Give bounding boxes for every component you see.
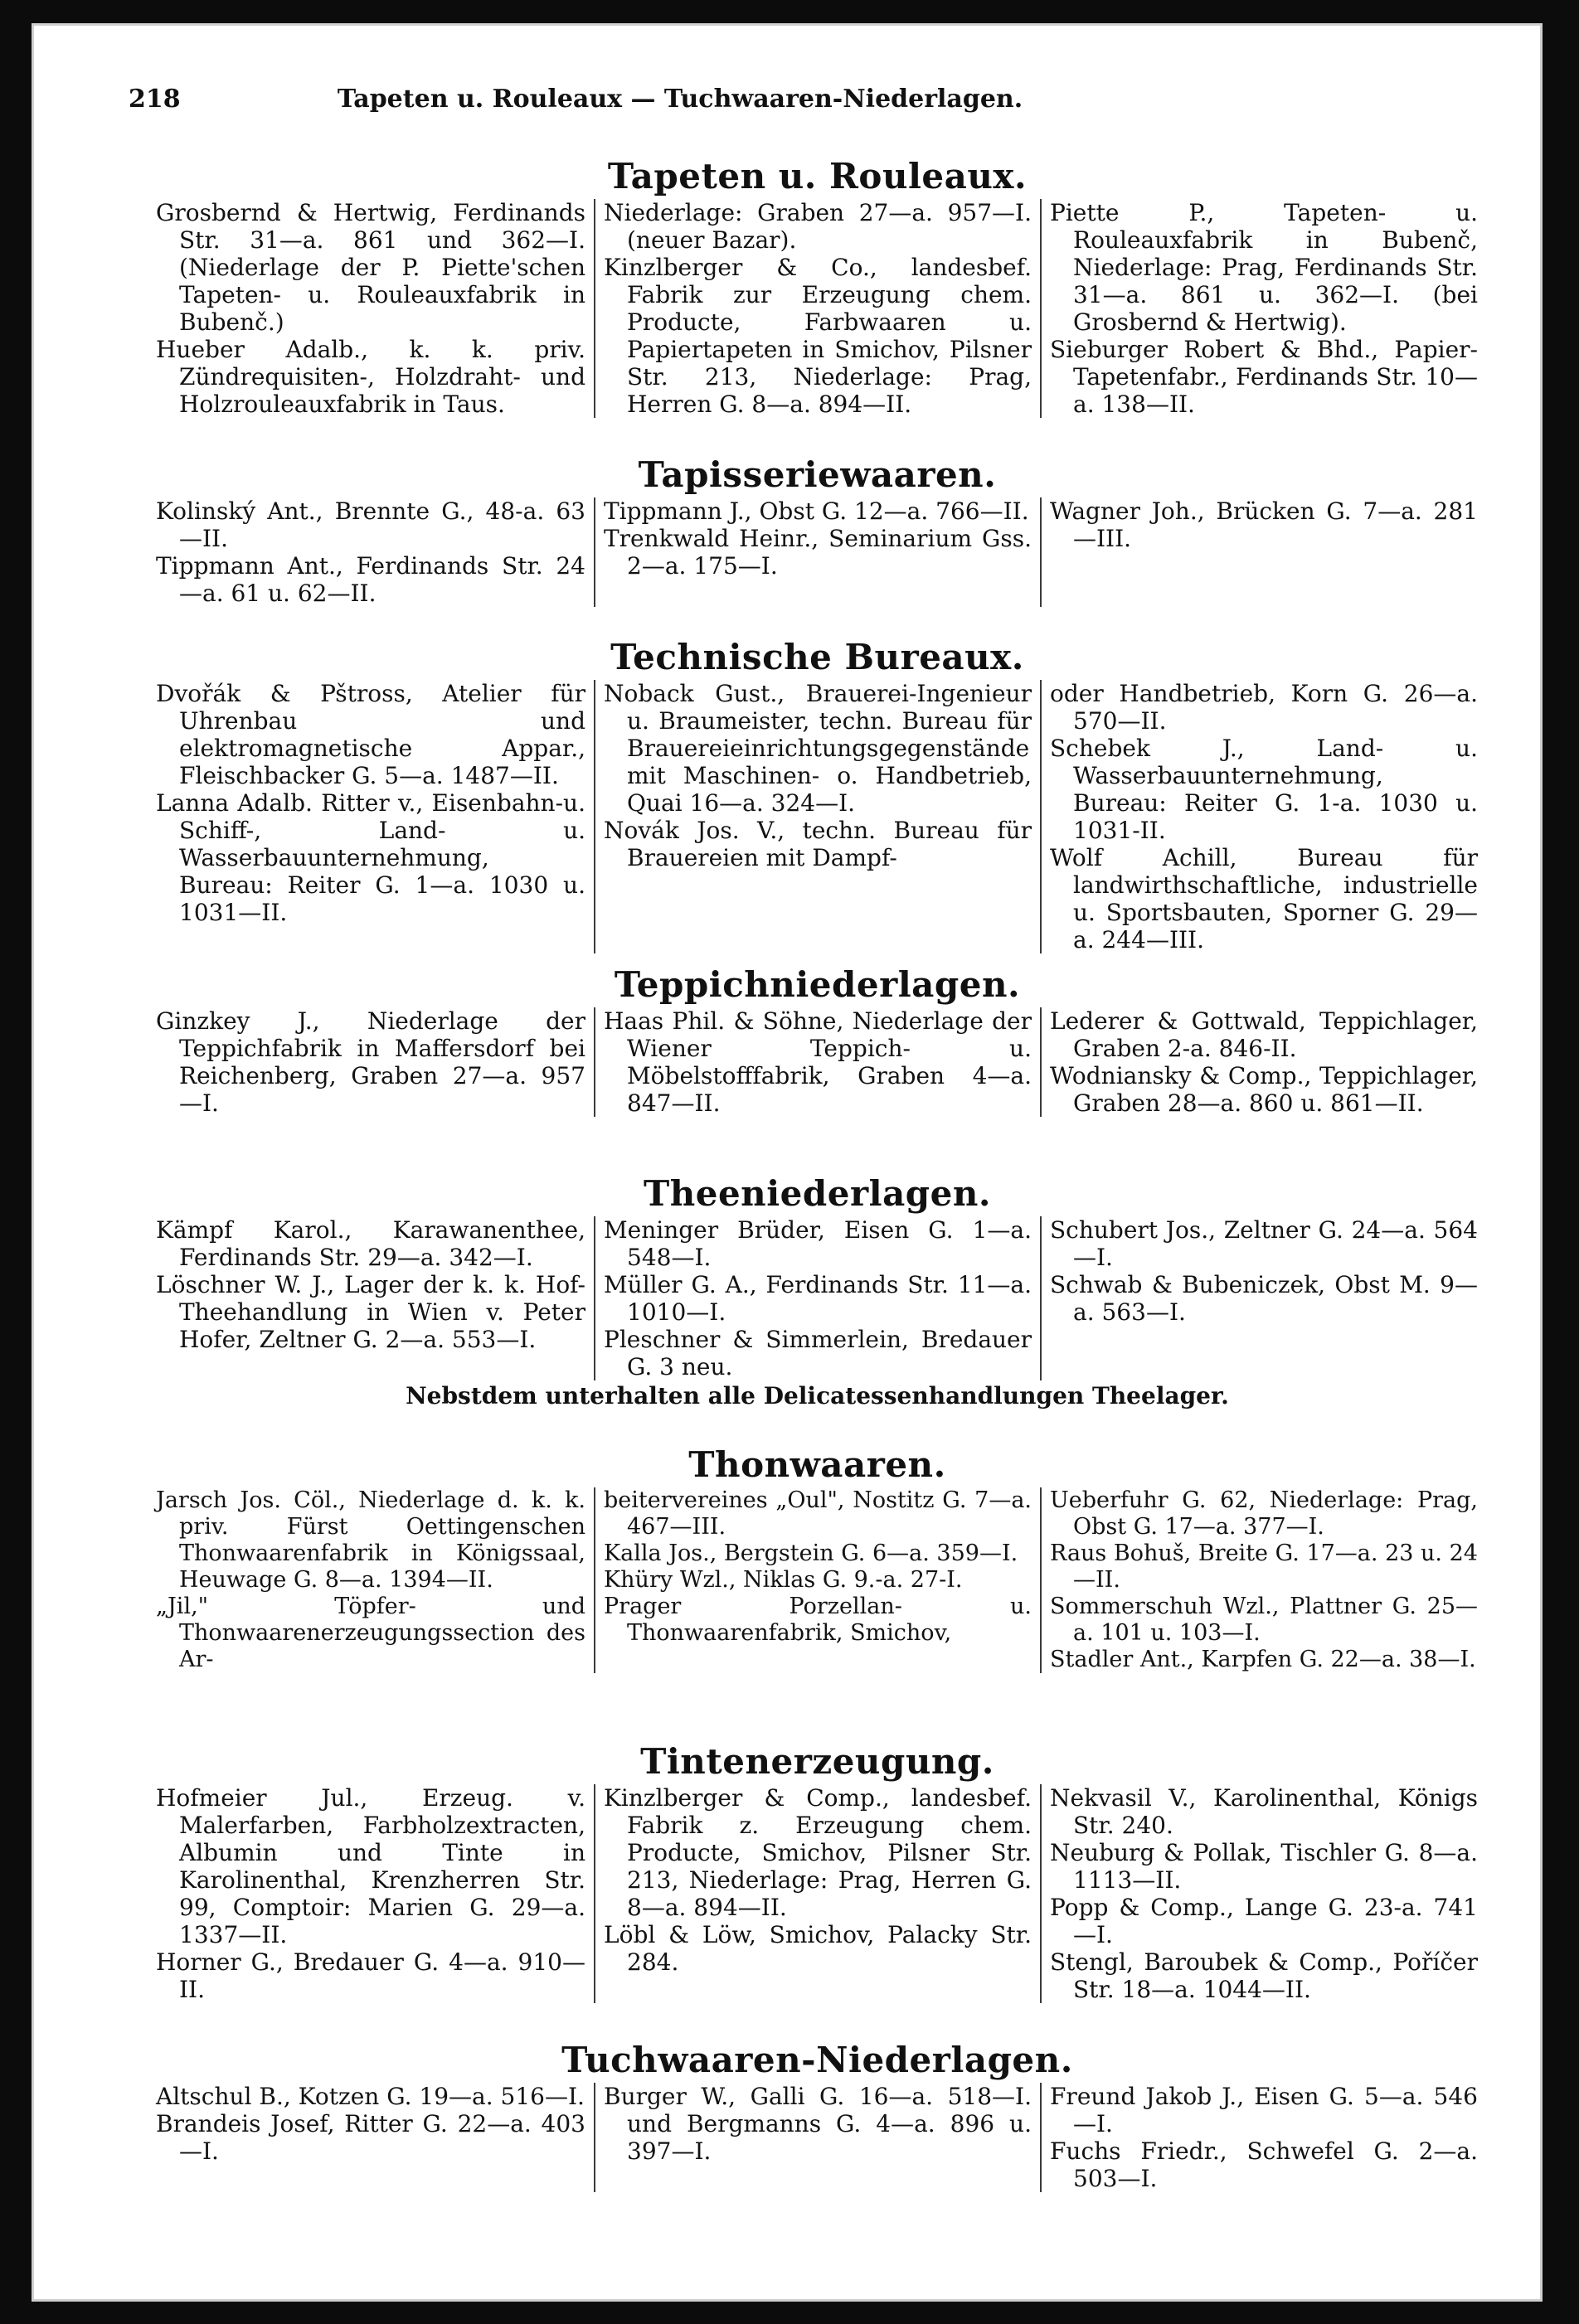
running-title: Tapeten u. Rouleaux — Tuchwaaren-Niederlagen. — [337, 85, 1023, 114]
column-3 — [1040, 1216, 1486, 1380]
directory-entry: Müller G. A., Ferdinands Str. 11—a. 1010—I. — [604, 1271, 1032, 1326]
directory-entry: Tippmann Ant., Ferdinands Str. 24—a. 61 u. 62—II. — [156, 552, 585, 607]
entry-columns — [148, 199, 1487, 418]
directory-entry: Wodniansky & Comp., Teppichlager, Graben 28—a. 860 u. 861—II. — [1050, 1062, 1478, 1117]
entry-columns — [148, 680, 1487, 953]
directory-entry: Freund Jakob J., Eisen G. 5—a. 546—I. — [1050, 2083, 1478, 2137]
directory-entry: Kolinský Ant., Brennte G., 48-a. 63—II. — [156, 497, 585, 552]
directory-entry: Sommerschuh Wzl., Plattner G. 25—a. 101 u. 103—I. — [1050, 1594, 1478, 1646]
section-theeniederlagen — [148, 1173, 1487, 1422]
directory-entry: Fuchs Friedr., Schwefel G. 2—a. 503—I. — [1050, 2137, 1478, 2192]
directory-entry: Stengl, Baroubek & Comp., Poříčer Str. 18—a. 1044—II. — [1050, 1948, 1478, 2003]
page-header — [129, 85, 1232, 124]
directory-entry: Altschul B., Kotzen G. 19—a. 516—I. — [156, 2083, 585, 2110]
directory-entry: Tippmann J., Obst G. 12—a. 766—II. — [604, 497, 1029, 525]
directory-entry: „Jil," Töpfer- und Thonwaarenerzeugungssection des Ar- — [156, 1594, 585, 1672]
directory-entry: Hueber Adalb., k. k. priv. Zündrequisiten-, Holzdraht- und Holzrouleauxfabrik in Taus. — [156, 336, 585, 418]
directory-entry: Kinzlberger & Comp., landesbef. Fabrik z. Erzeugung chem. Producte, Smichov, Pilsner Str. 213, Niederlage: Prag, Herren G. 8—a. 894—II. — [604, 1784, 1032, 1921]
entry-columns — [148, 1487, 1487, 1673]
column-2 — [594, 199, 1040, 418]
entry-columns — [148, 1216, 1487, 1380]
section-note: Nebstdem unterhalten alle Delicatessenhandlungen Theelager. — [406, 1382, 1229, 1409]
column-3 — [1040, 1784, 1486, 2003]
column-1 — [148, 199, 594, 418]
column-3 — [1040, 680, 1486, 953]
directory-entry: Piette P., Tapeten- u. Rouleauxfabrik in Bubenč, Niederlage: Prag, Ferdinands Str. 31—a. 861 u. 362—I. (bei Grosbernd & Hertwig). — [1050, 199, 1478, 336]
directory-entry: Prager Porzellan- u. Thonwaarenfabrik, Smichov, — [604, 1594, 1032, 1646]
directory-entry: Haas Phil. & Söhne, Niederlage der Wiener Teppich- u. Möbelstofffabrik, Graben 4—a. 847—II. — [604, 1007, 1032, 1117]
section-tintenerzeugung — [148, 1741, 1487, 2006]
column-2 — [594, 1007, 1040, 1117]
column-3 — [1040, 2083, 1486, 2192]
directory-entry: Kämpf Karol., Karawanenthee, Ferdinands Str. 29—a. 342—I. — [156, 1216, 585, 1271]
section-title: Tapeten u. Rouleaux. — [607, 156, 1028, 196]
section-thonwaaren — [148, 1444, 1487, 1701]
directory-entry: Pleschner & Simmerlein, Bredauer G. 3 neu. — [604, 1326, 1032, 1380]
column-3 — [1040, 1007, 1486, 1117]
directory-entry: Lederer & Gottwald, Teppichlager, Graben 2-a. 846-II. — [1050, 1007, 1478, 1062]
column-2 — [594, 497, 1040, 607]
directory-entry: Neuburg & Pollak, Tischler G. 8—a. 1113—II. — [1050, 1839, 1478, 1894]
section-technische-bureaux — [148, 637, 1487, 960]
directory-entry: Sieburger Robert & Bhd., Papier-Tapetenfabr., Ferdinands Str. 10—a. 138—II. — [1050, 336, 1478, 418]
directory-entry: Schwab & Bubeniczek, Obst M. 9—a. 563—I. — [1050, 1271, 1478, 1326]
column-2 — [594, 1784, 1040, 2003]
directory-entry: beitervereines „Oul", Nostitz G. 7—a. 467—III. — [604, 1487, 1032, 1540]
column-1 — [148, 2083, 594, 2192]
page-number: 218 — [129, 85, 181, 114]
column-1 — [148, 1784, 594, 2003]
directory-entry: Meninger Brüder, Eisen G. 1—a. 548—I. — [604, 1216, 1032, 1271]
column-3 — [1040, 1487, 1486, 1673]
directory-entry: Löschner W. J., Lager der k. k. Hof-Theehandlung in Wien v. Peter Hofer, Zeltner G. 2—a. 553—I. — [156, 1271, 585, 1353]
directory-entry: Brandeis Josef, Ritter G. 22—a. 403—I. — [156, 2110, 585, 2165]
section-title: Tuchwaaren-Niederlagen. — [561, 2040, 1073, 2080]
directory-entry: Kinzlberger & Co., landesbef. Fabrik zur Erzeugung chem. Producte, Farbwaaren u. Papiertapeten in Smichov, Pilsner Str. 213, Niederlage: Prag, Herren G. 8—a. 894—II. — [604, 254, 1032, 418]
directory-entry: Schebek J., Land- u. Wasserbauunternehmung, Bureau: Reiter G. 1-a. 1030 u. 1031-II. — [1050, 735, 1478, 844]
column-1 — [148, 1007, 594, 1117]
directory-entry: Grosbernd & Hertwig, Ferdinands Str. 31—a. 861 und 362—I. (Niederlage der P. Piette'schen Tapeten- u. Rouleauxfabrik in Bubenč.) — [156, 199, 585, 336]
directory-entry: Löbl & Löw, Smichov, Palacky Str. 284. — [604, 1921, 1032, 1976]
column-2 — [594, 1216, 1040, 1380]
column-3 — [1040, 199, 1486, 418]
column-1 — [148, 497, 594, 607]
directory-entry: oder Handbetrieb, Korn G. 26—a. 570—II. — [1050, 680, 1478, 735]
directory-entry: Noback Gust., Brauerei-Ingenieur u. Braumeister, techn. Bureau für Brauereieinrichtungsgegenstände mit Maschinen- o. Handbetrieb, Quai 16—a. 324—I. — [604, 680, 1032, 817]
directory-entry: Niederlage: Graben 27—a. 957—I. (neuer Bazar). — [604, 199, 1032, 254]
entry-columns — [148, 2083, 1487, 2192]
section-tapisseriewaaren — [148, 454, 1487, 620]
directory-entry: Popp & Comp., Lange G. 23-a. 741—I. — [1050, 1894, 1478, 1948]
section-title: Tapisseriewaaren. — [638, 454, 997, 495]
entry-columns — [148, 497, 1487, 607]
directory-entry: Khüry Wzl., Niklas G. 9.-a. 27-I. — [604, 1567, 963, 1593]
directory-entry: Stadler Ant., Karpfen G. 22—a. 38—I. — [1050, 1647, 1476, 1672]
section-title: Teppichniederlagen. — [614, 964, 1021, 1005]
directory-entry: Kalla Jos., Bergstein G. 6—a. 359—I. — [604, 1540, 1018, 1566]
directory-entry: Raus Bohuš, Breite G. 17—a. 23 u. 24—II. — [1050, 1540, 1478, 1593]
directory-entry: Trenkwald Heinr., Seminarium Gss. 2—a. 175—I. — [604, 525, 1032, 580]
section-tuchwaaren — [148, 2040, 1487, 2205]
section-title: Theeniederlagen. — [643, 1173, 992, 1214]
directory-entry: Novák Jos. V., techn. Bureau für Brauereien mit Dampf- — [604, 817, 1032, 871]
column-1 — [148, 1216, 594, 1380]
section-title: Thonwaaren. — [688, 1444, 946, 1485]
column-2 — [594, 680, 1040, 953]
directory-entry: Lanna Adalb. Ritter v., Eisenbahn-u. Schiff-, Land- u. Wasserbauunternehmung, Bureau: Reiter G. 1—a. 1030 u. 1031—II. — [156, 789, 585, 926]
directory-entry: Wagner Joh., Brücken G. 7—a. 281—III. — [1050, 497, 1478, 552]
directory-entry: Nekvasil V., Karolinenthal, Königs Str. 240. — [1050, 1784, 1478, 1839]
directory-entry: Horner G., Bredauer G. 4—a. 910—II. — [156, 1948, 585, 2003]
section-title: Tintenerzeugung. — [640, 1741, 994, 1782]
section-teppichniederlagen — [148, 964, 1487, 1163]
column-1 — [148, 1487, 594, 1673]
entry-columns — [148, 1007, 1487, 1117]
section-title: Technische Bureaux. — [610, 637, 1024, 677]
column-2 — [594, 1487, 1040, 1673]
section-tapeten — [148, 156, 1487, 436]
directory-entry: Schubert Jos., Zeltner G. 24—a. 564—I. — [1050, 1216, 1478, 1271]
directory-entry: Dvořák & Pštross, Atelier für Uhrenbau und elektromagnetische Appar., Fleischbacker G. 5—a. 1487—II. — [156, 680, 585, 789]
entry-columns — [148, 1784, 1487, 2003]
directory-entry: Ginzkey J., Niederlage der Teppichfabrik in Maffersdorf bei Reichenberg, Graben 27—a. 957—I. — [156, 1007, 585, 1117]
directory-entry: Hofmeier Jul., Erzeug. v. Malerfarben, Farbholzextracten, Albumin und Tinte in Karolinenthal, Krenzherren Str. 99, Comptoir: Marien G. 29—a. 1337—II. — [156, 1784, 585, 1948]
directory-entry: Ueberfuhr G. 62, Niederlage: Prag, Obst G. 17—a. 377—I. — [1050, 1487, 1478, 1540]
directory-entry: Burger W., Galli G. 16—a. 518—I. und Bergmanns G. 4—a. 896 u. 397—I. — [604, 2083, 1032, 2165]
column-2 — [594, 2083, 1040, 2192]
column-1 — [148, 680, 594, 953]
column-3 — [1040, 497, 1486, 607]
directory-entry: Jarsch Jos. Cöl., Niederlage d. k. k. priv. Fürst Oettingenschen Thonwaarenfabrik in Königssaal, Heuwage G. 8—a. 1394—II. — [156, 1487, 585, 1593]
directory-entry: Wolf Achill, Bureau für landwirthschaftliche, industrielle u. Sportsbauten, Sporner G. 29—a. 244—III. — [1050, 844, 1478, 953]
